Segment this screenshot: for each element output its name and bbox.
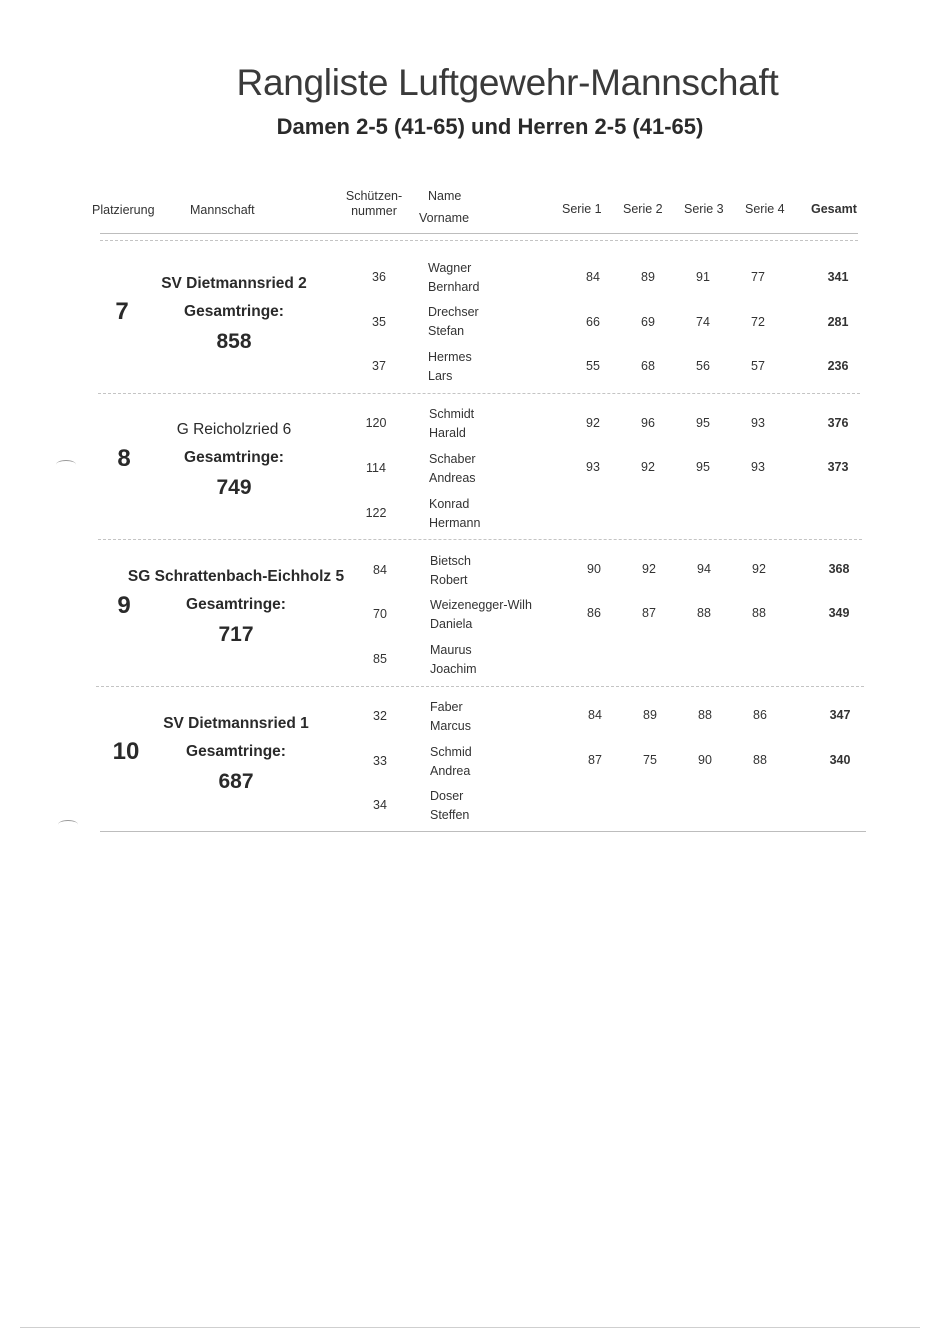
header-name: Name xyxy=(428,189,462,203)
score-serie2: 92 xyxy=(642,562,656,576)
shooter-lastname: Wagner xyxy=(428,261,472,275)
shooter-firstname: Lars xyxy=(428,369,453,383)
header-schuetzen-line2: nummer xyxy=(351,204,397,218)
score-serie4: 92 xyxy=(752,562,766,576)
score-total: 341 xyxy=(827,270,849,284)
team-info xyxy=(104,270,364,356)
score-serie3: 91 xyxy=(696,270,710,284)
team-total-label: Gesamtringe: xyxy=(184,449,284,466)
shooter-number: 84 xyxy=(373,563,387,577)
punch-hole-mark xyxy=(56,460,76,469)
shooter-number: 120 xyxy=(365,416,387,430)
score-serie4: 88 xyxy=(752,606,766,620)
team-name: SV Dietmannsried 1 xyxy=(163,715,309,732)
header-serie1: Serie 1 xyxy=(562,202,602,216)
team-info xyxy=(106,710,366,796)
shooter-lastname: Konrad xyxy=(429,497,470,511)
team-name: SV Dietmannsried 2 xyxy=(161,275,307,292)
team-info xyxy=(106,563,366,649)
shooter-number: 36 xyxy=(372,270,386,284)
team-place: 9 xyxy=(117,592,131,619)
header-rule xyxy=(100,233,858,234)
header-platzierung: Platzierung xyxy=(92,203,155,217)
score-serie3: 95 xyxy=(696,416,710,430)
page-subtitle: Damen 2-5 (41-65) und Herren 2-5 (41-65) xyxy=(276,114,704,139)
shooter-firstname: Steffen xyxy=(430,808,470,822)
shooter-number: 122 xyxy=(365,506,387,520)
score-serie4: 86 xyxy=(753,708,767,722)
shooter-firstname: Harald xyxy=(429,426,466,440)
team-info xyxy=(104,416,364,502)
team-divider xyxy=(98,539,862,540)
shooter-firstname: Daniela xyxy=(430,617,473,631)
page-title: Rangliste Luftgewehr-Mannschaft xyxy=(236,62,779,103)
score-total: 236 xyxy=(827,359,849,373)
shooter-number: 35 xyxy=(372,315,386,329)
header-serie2: Serie 2 xyxy=(623,202,663,216)
shooter-firstname: Andreas xyxy=(429,471,476,485)
score-total: 349 xyxy=(828,606,850,620)
shooter-lastname: Doser xyxy=(430,789,464,803)
header-serie4: Serie 4 xyxy=(745,202,785,216)
score-serie1: 84 xyxy=(588,708,602,722)
score-serie3: 94 xyxy=(697,562,711,576)
page-bottom-edge xyxy=(20,1327,920,1328)
header-gesamt: Gesamt xyxy=(811,202,857,216)
score-serie2: 87 xyxy=(642,606,656,620)
team-total: 717 xyxy=(218,623,254,646)
header-mannschaft: Mannschaft xyxy=(190,203,255,217)
team-total: 687 xyxy=(218,770,254,793)
team-name: G Reicholzried 6 xyxy=(176,421,292,438)
score-serie1: 66 xyxy=(586,315,600,329)
team-place: 10 xyxy=(112,738,140,765)
shooter-firstname: Bernhard xyxy=(428,280,480,294)
score-total: 376 xyxy=(827,416,849,430)
score-serie4: 72 xyxy=(751,315,765,329)
shooter-firstname: Stefan xyxy=(428,324,465,338)
shooter-firstname: Marcus xyxy=(430,719,471,733)
shooter-firstname: Hermann xyxy=(429,516,481,530)
score-serie4: 93 xyxy=(751,416,765,430)
team-name: SG Schrattenbach-Eichholz 5 xyxy=(127,568,345,585)
score-serie2: 75 xyxy=(643,753,657,767)
team-total: 858 xyxy=(216,330,252,353)
shooter-lastname: Hermes xyxy=(428,350,472,364)
score-serie3: 90 xyxy=(698,753,712,767)
shooter-lastname: Schmidt xyxy=(429,407,475,421)
score-serie4: 57 xyxy=(751,359,765,373)
score-serie3: 56 xyxy=(696,359,710,373)
score-total: 281 xyxy=(827,315,849,329)
shooter-number: 114 xyxy=(366,461,386,475)
score-serie3: 95 xyxy=(696,460,710,474)
score-serie2: 96 xyxy=(641,416,655,430)
team-place: 8 xyxy=(117,445,131,472)
score-serie1: 87 xyxy=(588,753,602,767)
team-total-label: Gesamtringe: xyxy=(186,596,286,613)
score-total: 347 xyxy=(829,708,851,722)
shooter-number: 33 xyxy=(373,754,387,768)
shooter-firstname: Robert xyxy=(430,573,468,587)
score-serie1: 84 xyxy=(586,270,600,284)
shooter-lastname: Faber xyxy=(430,700,463,714)
score-serie1: 93 xyxy=(586,460,600,474)
shooter-number: 85 xyxy=(373,652,387,666)
header-schuetzen-line1: Schützen- xyxy=(345,189,403,203)
shooter-number: 32 xyxy=(373,709,387,723)
score-serie3: 88 xyxy=(697,606,711,620)
score-total: 373 xyxy=(827,460,849,474)
score-serie1: 86 xyxy=(587,606,601,620)
shooter-lastname: Schaber xyxy=(429,452,476,466)
score-serie1: 92 xyxy=(586,416,600,430)
score-serie4: 77 xyxy=(751,270,765,284)
shooter-lastname: Maurus xyxy=(430,643,472,657)
team-total-label: Gesamtringe: xyxy=(184,303,284,320)
score-serie1: 55 xyxy=(586,359,600,373)
table-bottom-rule xyxy=(100,831,866,832)
score-serie2: 68 xyxy=(641,359,655,373)
team-place: 7 xyxy=(115,298,129,325)
team-divider xyxy=(98,393,860,394)
score-serie4: 88 xyxy=(753,753,767,767)
score-serie4: 93 xyxy=(751,460,765,474)
shooter-lastname: Bietsch xyxy=(430,554,471,568)
shooter-number: 37 xyxy=(372,359,386,373)
header-rule-2 xyxy=(100,240,858,241)
team-divider xyxy=(96,686,864,687)
score-total: 368 xyxy=(828,562,850,576)
team-total: 749 xyxy=(216,476,252,499)
team-total-label: Gesamtringe: xyxy=(186,743,286,760)
shooter-firstname: Joachim xyxy=(430,662,477,676)
header-vorname: Vorname xyxy=(419,211,470,225)
score-serie3: 74 xyxy=(696,315,710,329)
score-serie2: 89 xyxy=(641,270,655,284)
score-total: 340 xyxy=(829,753,851,767)
shooter-lastname: Schmid xyxy=(430,745,472,759)
shooter-lastname: Weizenegger-Wilh xyxy=(430,598,532,612)
shooter-firstname: Andrea xyxy=(430,764,471,778)
punch-hole-mark xyxy=(58,820,78,829)
score-serie1: 90 xyxy=(587,562,601,576)
score-serie2: 92 xyxy=(641,460,655,474)
shooter-number: 70 xyxy=(373,607,387,621)
score-serie2: 69 xyxy=(641,315,655,329)
shooter-number: 34 xyxy=(373,798,387,812)
header-serie3: Serie 3 xyxy=(684,202,724,216)
score-serie3: 88 xyxy=(698,708,712,722)
shooter-lastname: Drechser xyxy=(428,305,479,319)
score-serie2: 89 xyxy=(643,708,657,722)
